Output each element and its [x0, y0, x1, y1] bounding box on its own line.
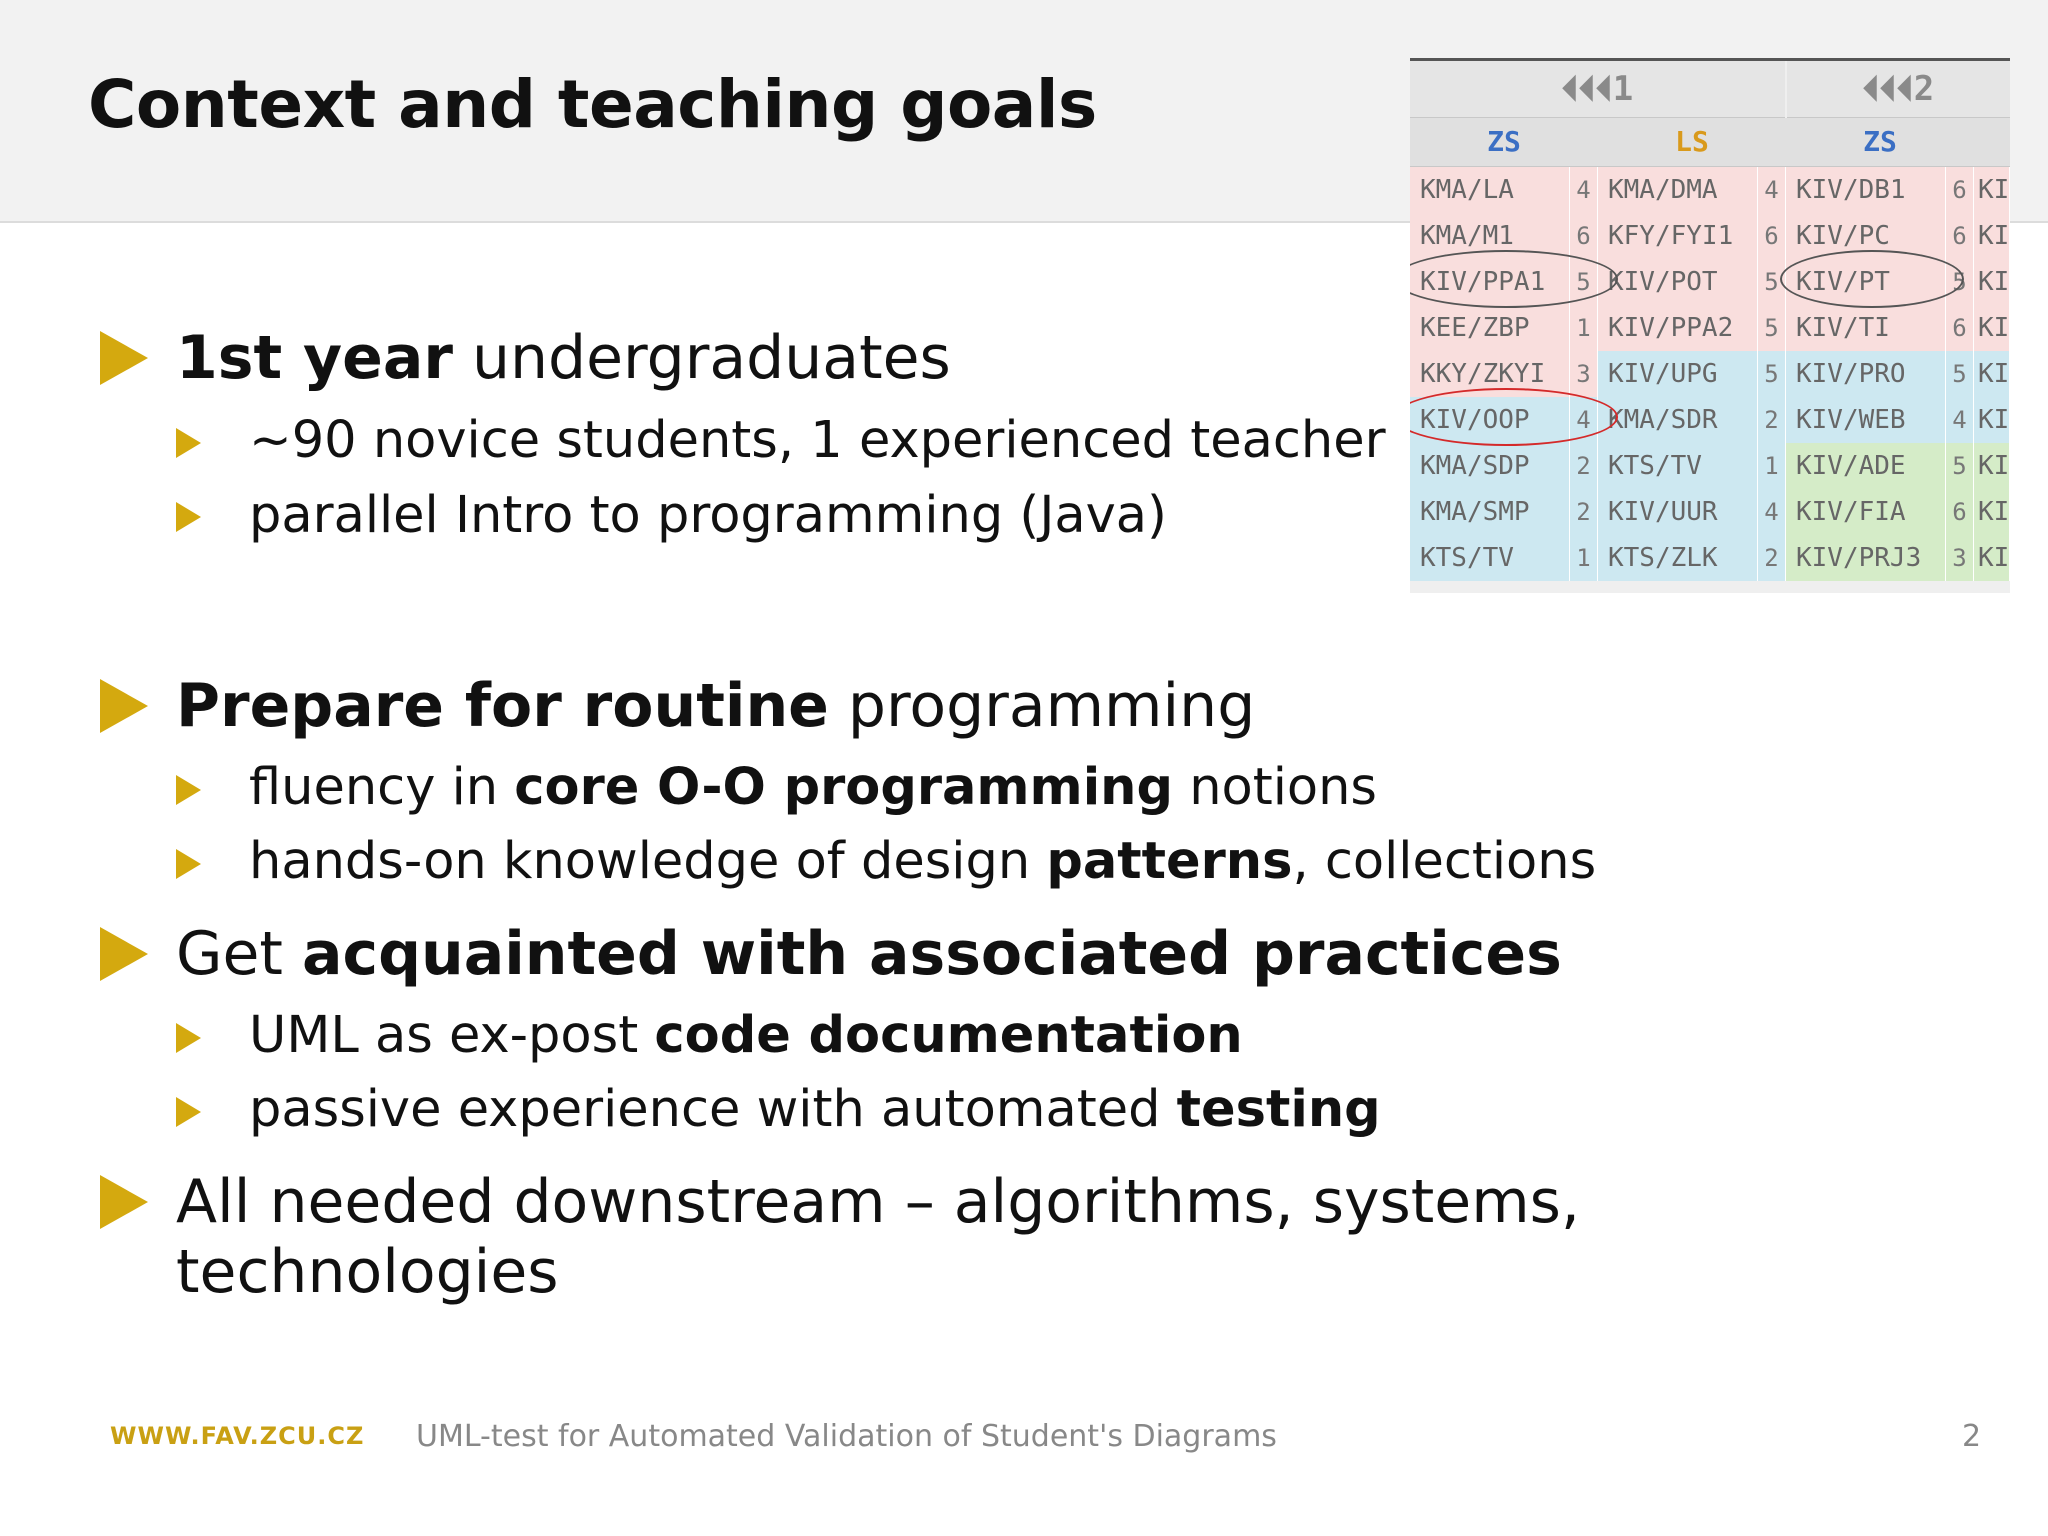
bullet-marker-3 — [100, 927, 148, 981]
schedule-row — [1410, 535, 2010, 581]
schedule-semester-zs-1: ZS — [1410, 118, 1599, 167]
sub-bullet-3-2-pre: passive experience with automated — [249, 1080, 1177, 1139]
schedule-credits: 3 — [1570, 351, 1598, 397]
schedule-row — [1410, 305, 2010, 351]
bullet-2 — [176, 670, 1255, 742]
schedule-credits: 5 — [1946, 351, 1974, 397]
schedule-credits: 5 — [1946, 259, 1974, 305]
sub-bullet-marker-3-1 — [176, 1023, 201, 1053]
schedule-course-code: KIV/PPA2 — [1598, 305, 1758, 351]
sub-bullet-2-1-bold: core O-O programming — [514, 758, 1173, 817]
sub-bullet-2-2-post: , collections — [1292, 832, 1597, 891]
schedule-credits: 2 — [1758, 397, 1786, 443]
sub-bullet-3-1 — [249, 1005, 1243, 1067]
schedule-course-code-cut: KI — [1974, 305, 2010, 351]
schedule-course-code: KMA/M1 — [1410, 213, 1570, 259]
schedule-credits: 5 — [1946, 443, 1974, 489]
schedule-credits: 4 — [1570, 167, 1598, 213]
schedule-course-code: KIV/TI — [1786, 305, 1946, 351]
schedule-year-1-header: ⏴⏴⏴1 — [1410, 61, 1785, 118]
schedule-credits: 6 — [1570, 213, 1598, 259]
schedule-credits: 6 — [1758, 213, 1786, 259]
sub-bullet-marker-2-2 — [176, 849, 201, 879]
footer-title: UML-test for Automated Validation of Student's Diagrams — [416, 1419, 1277, 1454]
bullet-marker-4 — [100, 1175, 148, 1229]
bullet-3 — [176, 918, 1562, 990]
schedule-row — [1410, 443, 2010, 489]
schedule-course-code: KIV/OOP — [1410, 397, 1570, 443]
schedule-semester-zs-2: ZS — [1786, 118, 1975, 167]
schedule-course-code: KMA/LA — [1410, 167, 1570, 213]
bullet-3-bold: acquainted with associated practices — [302, 919, 1562, 989]
schedule-course-code-cut: KI — [1974, 259, 2010, 305]
schedule-course-code: KEE/ZBP — [1410, 305, 1570, 351]
sub-bullet-marker-1-1 — [176, 428, 201, 458]
sub-bullet-2-1-post: notions — [1173, 758, 1377, 817]
schedule-course-code: KIV/FIA — [1786, 489, 1946, 535]
sub-bullet-3-1-bold: code documentation — [654, 1006, 1243, 1065]
sub-bullet-marker-1-2 — [176, 502, 201, 532]
schedule-course-code: KMA/SDP — [1410, 443, 1570, 489]
bullet-1-text: undergraduates — [452, 323, 951, 393]
schedule-credits: 4 — [1946, 397, 1974, 443]
schedule-row — [1410, 167, 2010, 213]
footer-logo: WWW.FAV.ZCU.CZ — [110, 1422, 365, 1450]
schedule-semester-cut — [1974, 118, 2010, 167]
schedule-course-code: KTS/ZLK — [1598, 535, 1758, 581]
bullet-2-text: programming — [828, 671, 1256, 741]
schedule-credits: 1 — [1570, 305, 1598, 351]
schedule-course-code-cut: KI — [1974, 397, 2010, 443]
schedule-course-code: KMA/DMA — [1598, 167, 1758, 213]
page-number: 2 — [1962, 1419, 1982, 1454]
schedule-course-code: KIV/POT — [1598, 259, 1758, 305]
sub-bullet-1-2: parallel Intro to programming (Java) — [249, 486, 1167, 545]
highlight-ring-pt — [1780, 250, 1964, 308]
sub-bullet-2-1 — [249, 757, 1377, 819]
course-schedule-image — [1410, 58, 2010, 593]
schedule-course-code: KIV/WEB — [1786, 397, 1946, 443]
schedule-course-code-cut: KI — [1974, 443, 2010, 489]
schedule-credits: 1 — [1758, 443, 1786, 489]
sub-bullet-marker-2-1 — [176, 775, 201, 805]
schedule-semester-ls-1: LS — [1598, 118, 1787, 167]
schedule-credits: 4 — [1758, 489, 1786, 535]
schedule-credits: 6 — [1946, 167, 1974, 213]
schedule-course-code: KIV/PC — [1786, 213, 1946, 259]
schedule-credits: 4 — [1570, 397, 1598, 443]
schedule-course-code: KIV/UPG — [1598, 351, 1758, 397]
schedule-credits: 3 — [1946, 535, 1974, 581]
schedule-course-code-cut: KI — [1974, 351, 2010, 397]
bullet-marker-1 — [100, 331, 148, 385]
sub-bullet-3-2-bold: testing — [1176, 1080, 1381, 1139]
schedule-credits: 1 — [1570, 535, 1598, 581]
bullet-2-bold: Prepare for routine — [176, 671, 829, 741]
schedule-credits: 4 — [1758, 167, 1786, 213]
schedule-credits: 5 — [1758, 259, 1786, 305]
schedule-course-code-cut: KI — [1974, 489, 2010, 535]
bullet-marker-2 — [100, 679, 148, 733]
sub-bullet-marker-3-2 — [176, 1097, 201, 1127]
schedule-credits: 2 — [1758, 535, 1786, 581]
schedule-course-code: KIV/PRJ3 — [1786, 535, 1946, 581]
schedule-credits: 6 — [1946, 213, 1974, 259]
sub-bullet-1-1: ~90 novice students, 1 experienced teacher — [249, 411, 1386, 470]
sub-bullet-3-2 — [249, 1079, 1381, 1141]
schedule-course-code: KFY/FYI1 — [1598, 213, 1758, 259]
bullet-1 — [176, 322, 951, 394]
schedule-course-code: KIV/UUR — [1598, 489, 1758, 535]
page-title: Context and teaching goals — [88, 66, 1097, 143]
schedule-year-2-label: 2 — [1913, 69, 1935, 109]
schedule-course-code-cut: KI — [1974, 213, 2010, 259]
schedule-credits: 5 — [1758, 351, 1786, 397]
schedule-credits: 2 — [1570, 443, 1598, 489]
schedule-course-code: KIV/PRO — [1786, 351, 1946, 397]
schedule-credits: 6 — [1946, 305, 1974, 351]
schedule-credits: 5 — [1570, 259, 1598, 305]
bullet-1-bold: 1st year — [176, 323, 453, 393]
schedule-course-code: KIV/ADE — [1786, 443, 1946, 489]
schedule-course-code: KTS/TV — [1598, 443, 1758, 489]
schedule-year-1-label: 1 — [1612, 69, 1634, 109]
schedule-course-code: KIV/PPA1 — [1410, 259, 1570, 305]
bullet-4-line-1: All needed downstream – algorithms, systems, — [176, 1167, 1580, 1237]
schedule-course-code: KKY/ZKYI — [1410, 351, 1570, 397]
bullet-4-line-2: technologies — [176, 1237, 559, 1307]
schedule-course-code: KIV/PT — [1786, 259, 1946, 305]
sub-bullet-3-1-pre: UML as ex-post — [249, 1006, 655, 1065]
sub-bullet-2-2 — [249, 831, 1596, 893]
schedule-credits: 5 — [1758, 305, 1786, 351]
schedule-course-code: KTS/TV — [1410, 535, 1570, 581]
bullet-3-text: Get — [176, 919, 303, 989]
schedule-row — [1410, 489, 2010, 535]
schedule-course-code-cut: KI — [1974, 535, 2010, 581]
schedule-year-2-header: ⏴⏴⏴2 — [1787, 61, 2010, 118]
schedule-course-code-cut: KI — [1974, 167, 2010, 213]
schedule-course-code: KMA/SDR — [1598, 397, 1758, 443]
sub-bullet-2-1-pre: fluency in — [249, 758, 515, 817]
sub-bullet-2-2-bold: patterns — [1046, 832, 1293, 891]
schedule-course-code: KIV/DB1 — [1786, 167, 1946, 213]
schedule-credits: 6 — [1946, 489, 1974, 535]
schedule-course-code: KMA/SMP — [1410, 489, 1570, 535]
sub-bullet-2-2-pre: hands-on knowledge of design — [249, 832, 1047, 891]
schedule-credits: 2 — [1570, 489, 1598, 535]
